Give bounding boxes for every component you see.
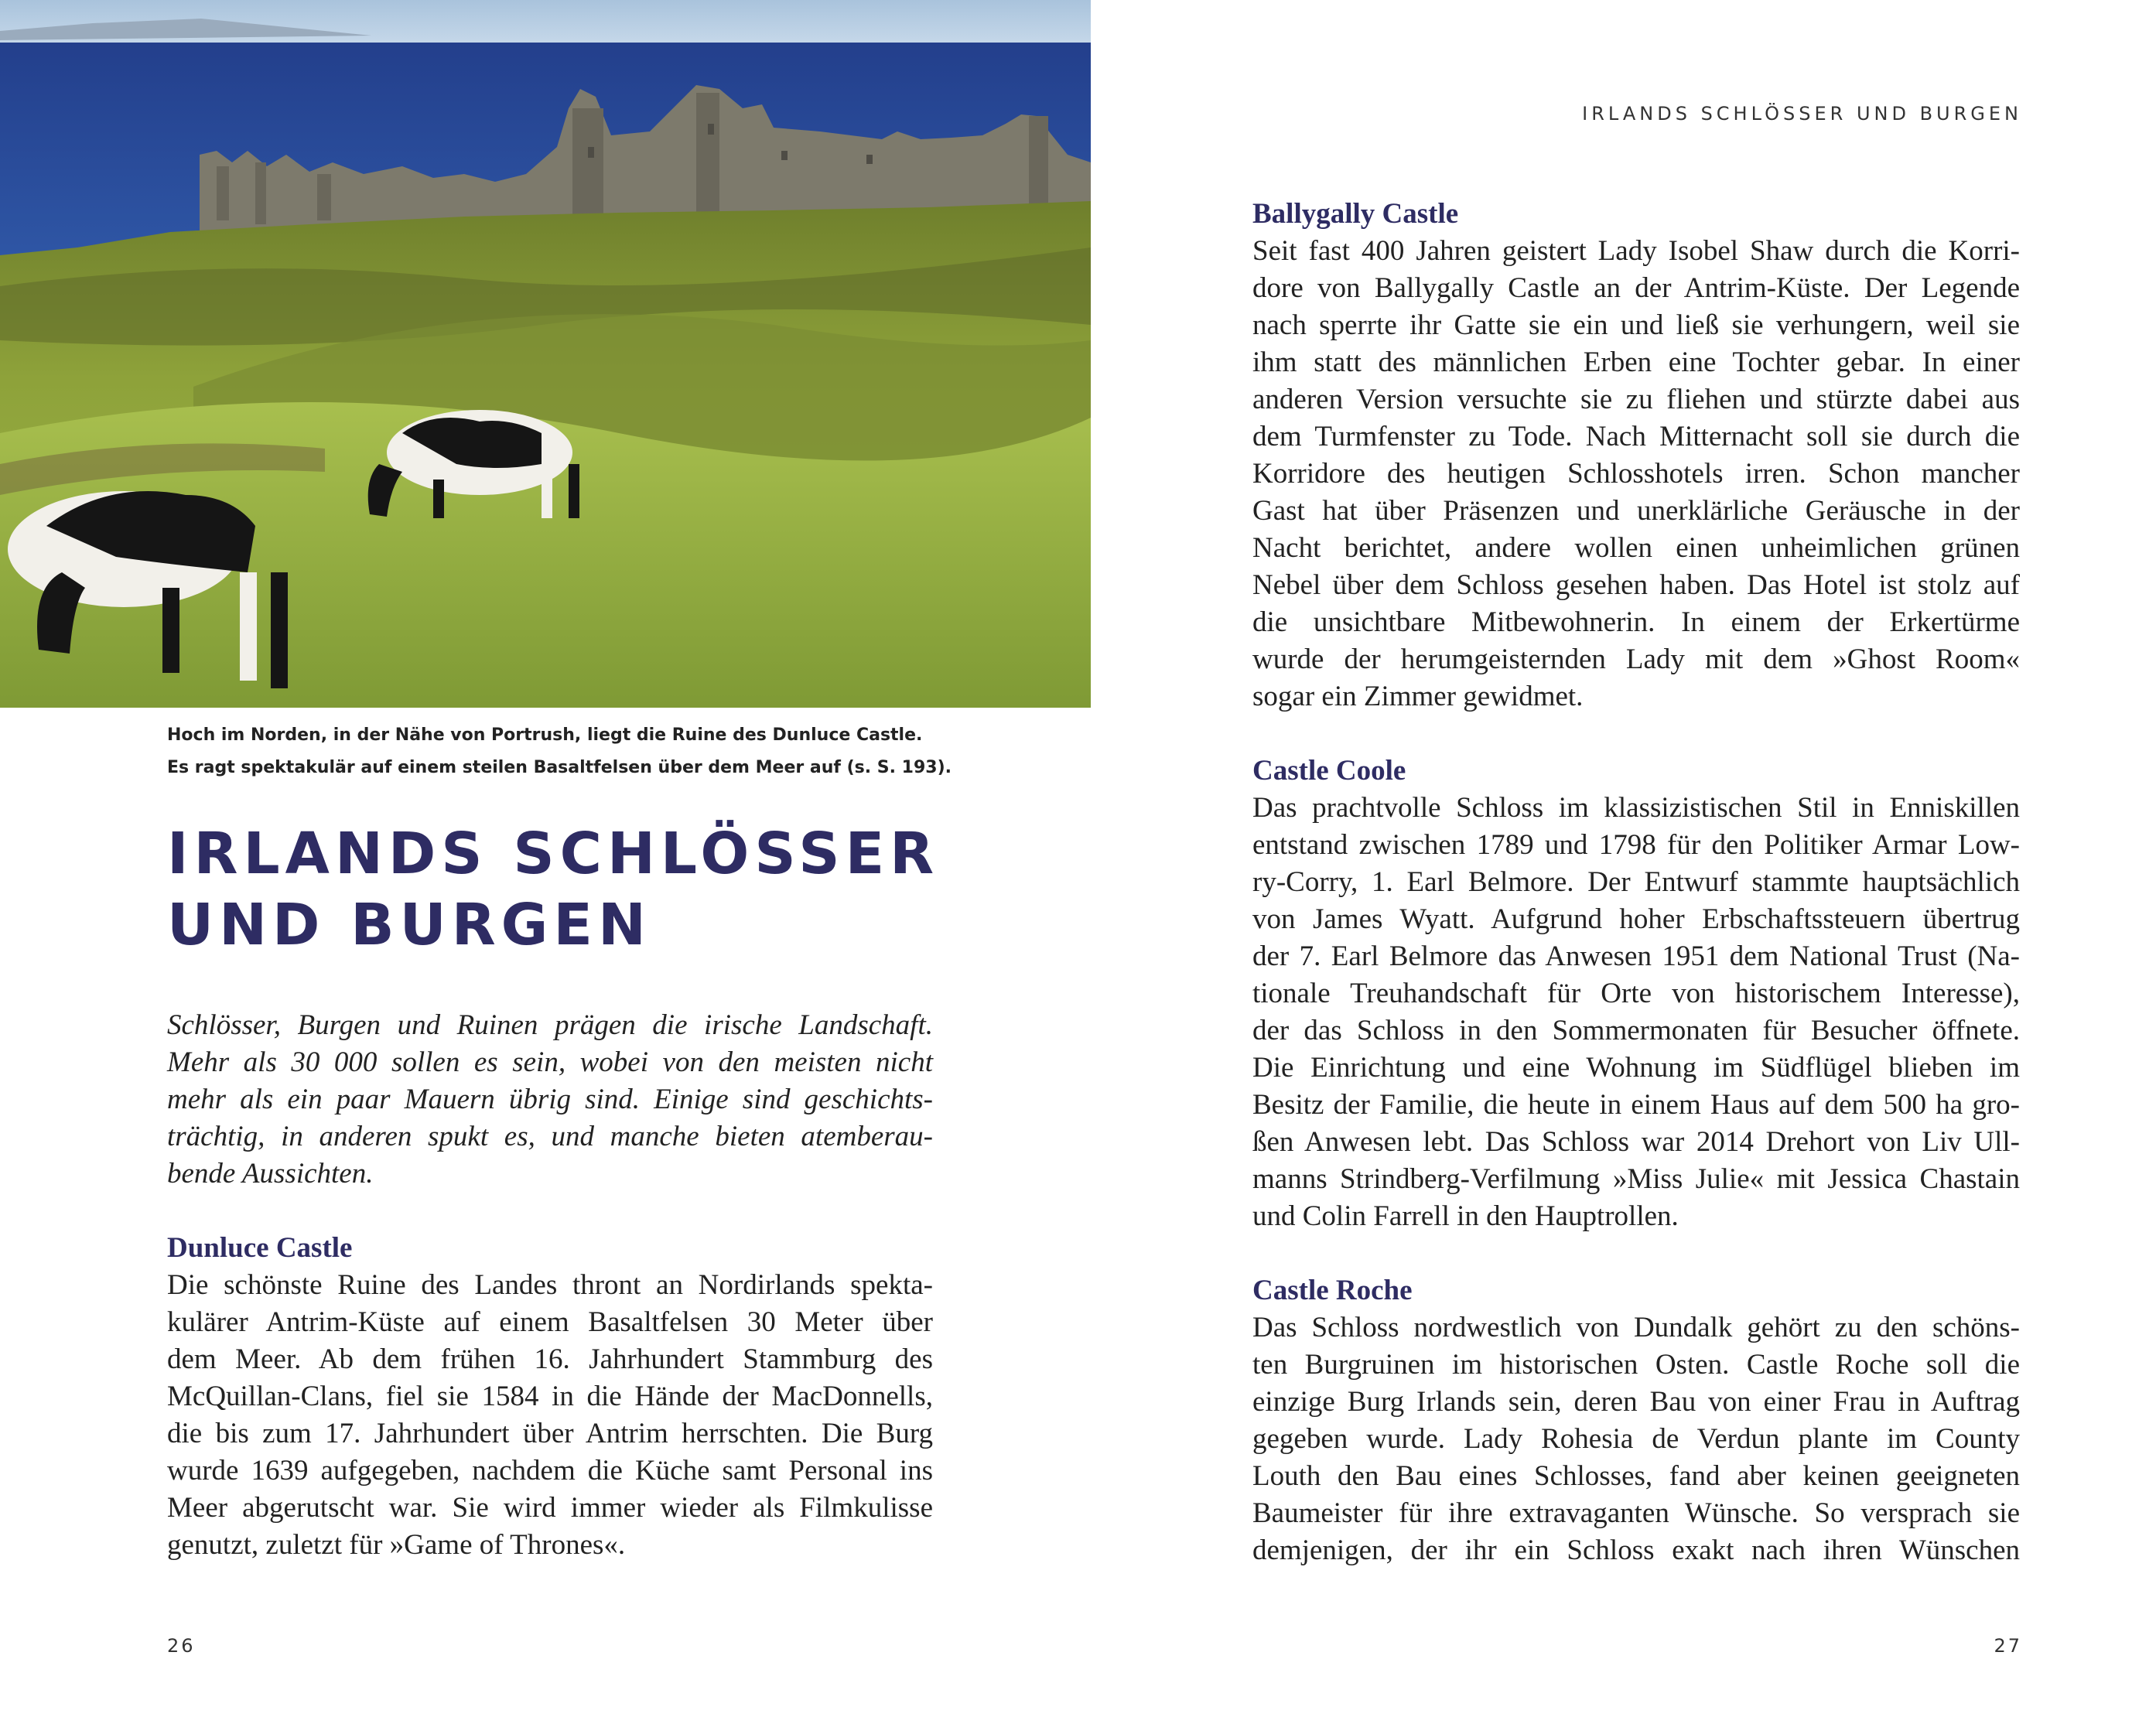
section-heading-dunluce: Dunluce Castle (167, 1232, 353, 1264)
intro-paragraph (167, 1007, 933, 1193)
text-line: manns Strindberg-Verfilmung »Miss Julie« mit Jessica Chastain (1252, 1163, 2020, 1195)
text-line: genutzt, zuletzt für »Game of Thrones«. (167, 1529, 626, 1561)
text-line: entstand zwischen 1789 und 1798 für den Politiker Armar Low- (1252, 829, 2020, 861)
left-column (167, 1007, 933, 1564)
text-line: Das Schloss nordwestlich von Dundalk gehört zu den schöns- (1252, 1312, 2020, 1343)
text-line: Seit fast 400 Jahren geistert Lady Isobel Shaw durch die Korri- (1252, 235, 2020, 267)
landscape-photo-icon (0, 0, 1091, 708)
text-line: die unsichtbare Mitbewohnerin. In einem der Erkertürme (1252, 606, 2020, 638)
text-line: sogar ein Zimmer gewidmet. (1252, 681, 1584, 712)
text-line: Die Einrichtung und eine Wohnung im Südflügel blieben im (1252, 1052, 2020, 1084)
text-line: tionale Treuhandschaft für Orte von historischem Interesse), (1252, 978, 2020, 1009)
text-line: ten Burgruinen im historischen Osten. Castle Roche soll die (1252, 1349, 2020, 1381)
section-heading-roche: Castle Roche (1252, 1275, 1413, 1306)
text-line: bende Aussichten. (167, 1158, 374, 1190)
text-line: nach sperrte ihr Gatte sie ein und ließ sie verhungern, weil sie (1252, 309, 2020, 341)
text-line: der 7. Earl Belmore das Anwesen 1951 dem National Trust (Na- (1252, 940, 2020, 972)
text-line: wurde der herumgeisternden Lady mit dem »Ghost Room« (1252, 643, 2020, 675)
section-body-roche (1252, 1309, 2020, 1569)
text-line: wurde 1639 aufgegeben, nachdem die Küche samt Personal ins (167, 1455, 933, 1487)
text-line: dore von Ballygally Castle an der Antrim-Küste. Der Legende (1252, 272, 2020, 304)
section-body-ballygally (1252, 233, 2020, 715)
text-line: Louth den Bau eines Schlosses, fand aber keinen geeigneten (1252, 1460, 2020, 1492)
text-line: ry-Corry, 1. Earl Belmore. Der Entwurf stammte hauptsächlich (1252, 866, 2020, 898)
text-line: und Colin Farrell in den Hauptrollen. (1252, 1200, 1679, 1232)
text-line: demjenigen, der ihr ein Schloss exakt nach ihren Wünschen (1252, 1534, 2020, 1566)
caption-line: Hoch im Norden, in der Nähe von Portrush, liegt die Ruine des Dunluce Castle. (167, 725, 923, 745)
text-line: Besitz der Familie, die heute in einem Haus auf dem 500 ha gro- (1252, 1089, 2020, 1121)
text-line: Schlösser, Burgen und Ruinen prägen die irische Landschaft. (167, 1009, 933, 1041)
photo-caption (167, 719, 952, 784)
text-line: der das Schloss in den Sommermonaten für Besucher öffnete. (1252, 1015, 2020, 1046)
dunluce-castle-photo (0, 0, 1091, 708)
text-line: Nebel über dem Schloss gesehen haben. Das Hotel ist stolz auf (1252, 569, 2020, 601)
text-line: McQuillan-Clans, fiel sie 1584 in die Hände der MacDonnells, (167, 1381, 933, 1412)
chapter-title-line: UND BURGEN (167, 892, 651, 958)
right-column (1252, 196, 2020, 1569)
section-body-dunluce (167, 1267, 933, 1564)
text-line: die bis zum 17. Jahrhundert über Antrim herrschten. Die Burg (167, 1418, 933, 1449)
text-line: ßen Anwesen lebt. Das Schloss war 2014 Drehort von Liv Ull- (1252, 1126, 2020, 1158)
text-line: gegeben wurde. Lady Rohesia de Verdun plante im County (1252, 1423, 2020, 1455)
text-line: trächtig, in anderen spukt es, und manche bieten atemberau- (167, 1121, 933, 1152)
text-line: Baumeister für ihre extravaganten Wünsche. So versprach sie (1252, 1497, 2020, 1529)
text-line: Meer abgerutscht war. Sie wird immer wieder als Filmkulisse (167, 1492, 933, 1524)
chapter-title (167, 818, 1018, 961)
text-line: anderen Version versuchte sie zu fliehen und stürzte dabei aus (1252, 384, 2020, 415)
page-number-left: 26 (167, 1635, 196, 1657)
text-line: kulärer Antrim-Küste auf einem Basaltfelsen 30 Meter über (167, 1306, 933, 1338)
text-line: einzige Burg Irlands sein, deren Bau von einer Frau in Auftrag (1252, 1386, 2020, 1418)
text-line: Nacht berichtet, andere wollen einen unheimlichen grünen (1252, 532, 2020, 564)
text-line: Korridore des heutigen Schlosshotels irren. Schon mancher (1252, 458, 2020, 490)
section-heading-ballygally: Ballygally Castle (1252, 198, 1459, 230)
text-line: ihm statt des männlichen Erben eine Tochter gebar. In einer (1252, 346, 2020, 378)
chapter-title-line: IRLANDS SCHLÖSSER (167, 821, 940, 887)
text-line: Das prachtvolle Schloss im klassizistischen Stil in Enniskillen (1252, 792, 2020, 824)
text-line: von James Wyatt. Aufgrund hoher Erbschaftssteuern übertrug (1252, 903, 2020, 935)
text-line: dem Meer. Ab dem frühen 16. Jahrhundert Stammburg des (167, 1343, 933, 1375)
text-line: mehr als ein paar Mauern übrig sind. Einige sind geschichts- (167, 1084, 933, 1115)
section-heading-coole: Castle Coole (1252, 755, 1406, 787)
text-line: dem Turmfenster zu Tode. Nach Mitternacht soll sie durch die (1252, 421, 2020, 452)
text-line: Gast hat über Präsenzen und unerklärliche Geräusche in der (1252, 495, 2020, 527)
running-head: IRLANDS SCHLÖSSER UND BURGEN (1582, 103, 2022, 125)
page-number-right: 27 (1994, 1635, 2022, 1657)
text-line: Mehr als 30 000 sollen es sein, wobei von den meisten nicht (167, 1046, 933, 1078)
section-body-coole (1252, 790, 2020, 1235)
caption-line: Es ragt spektakulär auf einem steilen Basaltfelsen über dem Meer auf (s. S. 193). (167, 758, 952, 777)
text-line: Die schönste Ruine des Landes thront an Nordirlands spekta- (167, 1269, 933, 1301)
